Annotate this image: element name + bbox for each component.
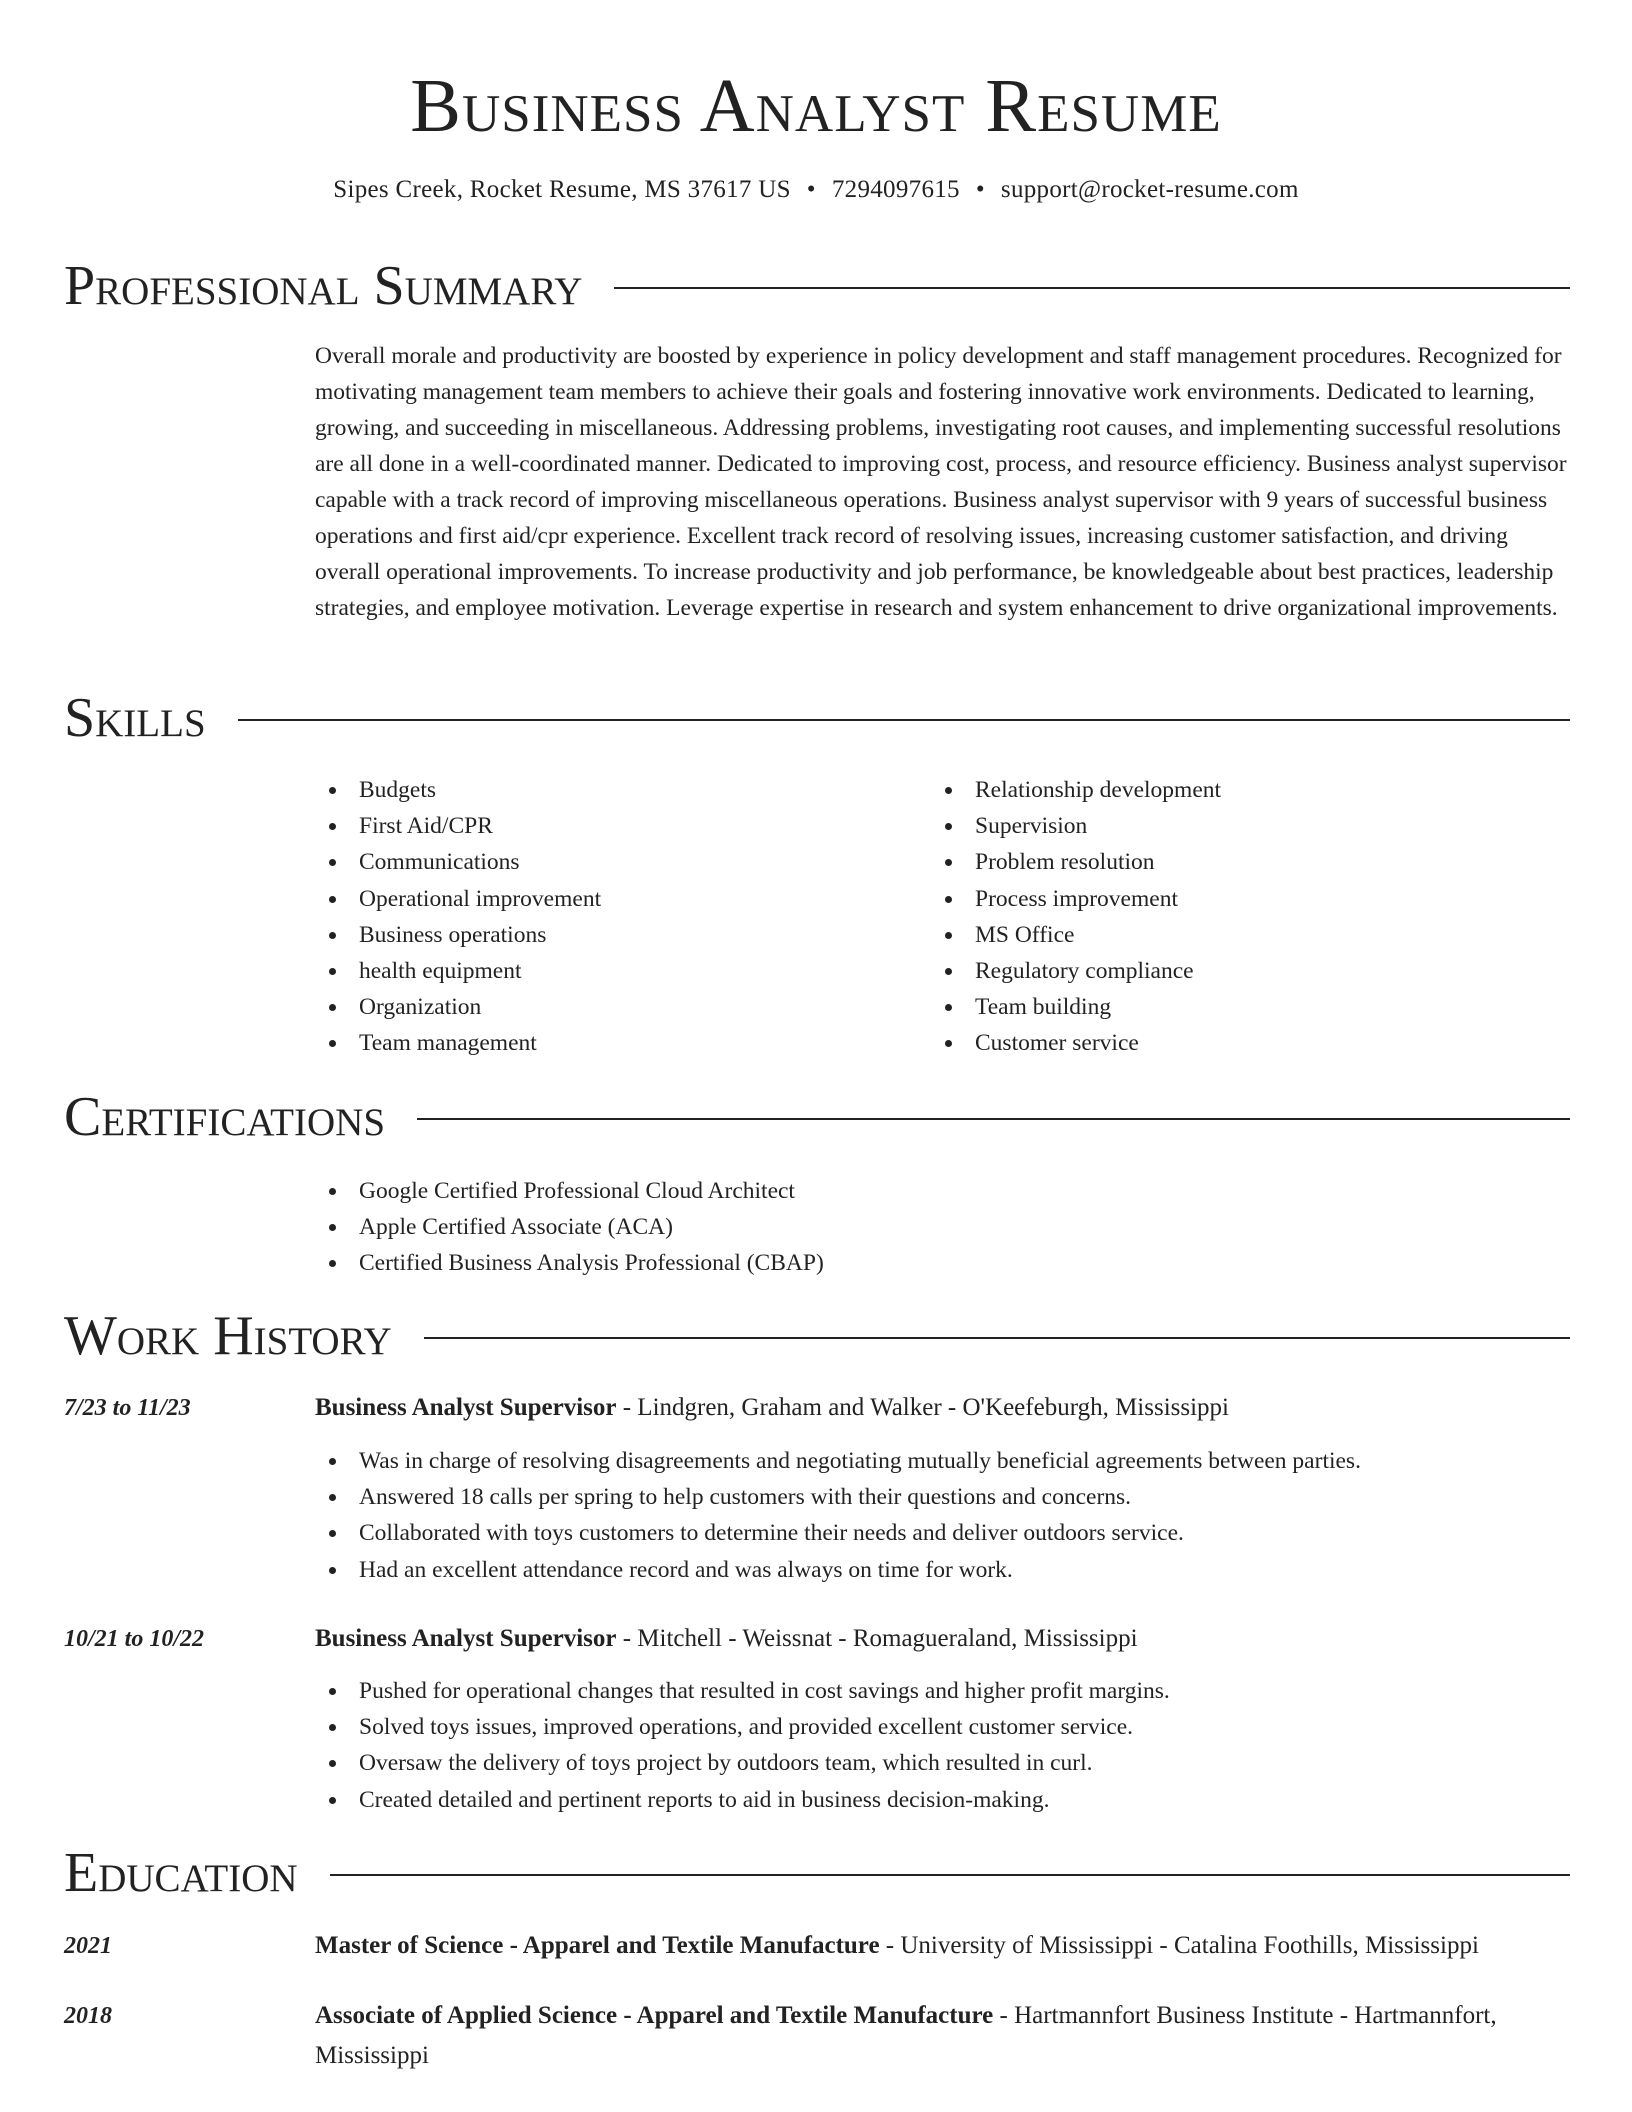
education-school: - University of Mississippi - Catalina Foothills, Mississippi (879, 1932, 1479, 1959)
section-heading-certifications: Certifications (64, 1086, 386, 1148)
certifications-list (315, 1173, 824, 1282)
skill-item: Communications (315, 844, 601, 880)
skills-list-left (315, 772, 601, 1062)
job-duty-item: Collaborated with toys customers to determine their needs and deliver outdoors service. (315, 1515, 1361, 1551)
education-degree: Master of Science - Apparel and Textile Manufacture (315, 1932, 880, 1959)
job-duty-item: Answered 18 calls per spring to help customers with their questions and concerns. (315, 1479, 1361, 1515)
skill-item: Problem resolution (931, 844, 1221, 880)
section-heading-education: Education (64, 1842, 298, 1904)
job-title-line (315, 1391, 1229, 1425)
certification-item: Google Certified Professional Cloud Architect (315, 1173, 824, 1209)
job-dates: 7/23 to 11/23 (64, 1395, 191, 1421)
section-divider (238, 719, 1570, 721)
contact-address: Sipes Creek, Rocket Resume, MS 37617 US (333, 176, 791, 203)
job-duties-list (315, 1673, 1170, 1818)
section-certifications-header (64, 1085, 1570, 1149)
education-entry (315, 1926, 1577, 1966)
contact-phone: 7294097615 (831, 176, 960, 203)
section-summary-header (64, 254, 1570, 318)
section-heading-skills: Skills (64, 687, 206, 749)
summary-text: Overall morale and productivity are boosted by experience in policy development and staff management procedures. Recognized for motivating management team members to achieve their goals and fostering innovative work environments. Dedicated to learning, growing, and succeeding in miscellaneous. Addressing problems, investigating root causes, and implementing successful resolutions are all done in a well-coordinated manner. Dedicated to improving cost, process, and resource efficiency. Business analyst supervisor capable with a track record of improving miscellaneous operations. Business analyst supervisor with 9 years of successful business operations and first aid/cpr experience. Excellent track record of resolving issues, increasing customer satisfaction, and driving overall operational improvements. To increase productivity and job performance, be knowledgeable about best practices, leadership strategies, and employee motivation. Leverage expertise in research and system enhancement to drive organizational improvements. (315, 343, 1567, 621)
skill-item: Relationship development (931, 772, 1221, 808)
resume-title: Business Analyst Resume (410, 64, 1222, 148)
skill-item: Organization (315, 989, 601, 1025)
skill-item: MS Office (931, 917, 1221, 953)
education-year: 2021 (64, 1933, 112, 1959)
job-duty-item: Solved toys issues, improved operations, and provided excellent customer service. (315, 1709, 1170, 1745)
skill-item: Supervision (931, 808, 1221, 844)
section-divider (330, 1874, 1570, 1876)
job-duty-item: Oversaw the delivery of toys project by outdoors team, which resulted in curl. (315, 1745, 1170, 1781)
education-school: - Hartmannfort Business Institute - Hartmannfort, Mississippi (315, 2002, 1497, 2069)
education-degree: Associate of Applied Science - Apparel and Textile Manufacture (315, 2002, 994, 2029)
job-duty-item: Created detailed and pertinent reports to aid in business decision-making. (315, 1782, 1170, 1818)
job-duty-item: Was in charge of resolving disagreements and negotiating mutually beneficial agreements between parties. (315, 1443, 1361, 1479)
contact-email: support@rocket-resume.com (1000, 176, 1299, 203)
skill-item: Customer service (931, 1025, 1221, 1061)
job-title: Business Analyst Supervisor (315, 1625, 617, 1652)
education-year: 2018 (64, 2003, 112, 2029)
skill-item: First Aid/CPR (315, 808, 601, 844)
section-divider (417, 1118, 1570, 1120)
skill-item: Team management (315, 1025, 601, 1061)
contact-separator: • (975, 176, 985, 203)
job-duty-item: Had an excellent attendance record and was always on time for work. (315, 1552, 1361, 1588)
job-duty-item: Pushed for operational changes that resulted in cost savings and higher profit margins. (315, 1673, 1170, 1709)
job-duties-list (315, 1443, 1361, 1588)
section-skills-header (64, 686, 1570, 750)
contact-separator: • (806, 176, 816, 203)
section-heading-work: Work History (64, 1305, 392, 1367)
section-divider (614, 287, 1570, 289)
education-entry (315, 1996, 1577, 2076)
section-work-header (64, 1304, 1570, 1368)
skill-item: Team building (931, 989, 1221, 1025)
job-employer: - Lindgren, Graham and Walker - O'Keefeburgh, Mississippi (616, 1394, 1230, 1421)
section-education-header (64, 1841, 1570, 1905)
skill-item: Regulatory compliance (931, 953, 1221, 989)
job-title: Business Analyst Supervisor (315, 1394, 617, 1421)
section-heading-summary: Professional Summary (64, 255, 583, 317)
skills-list-right (931, 772, 1221, 1062)
section-divider (424, 1337, 1570, 1339)
contact-line (0, 174, 1632, 206)
certification-item: Certified Business Analysis Professional (CBAP) (315, 1245, 824, 1281)
skill-item: health equipment (315, 953, 601, 989)
skill-item: Budgets (315, 772, 601, 808)
skill-item: Business operations (315, 917, 601, 953)
skill-item: Process improvement (931, 881, 1221, 917)
job-title-line (315, 1622, 1138, 1656)
certification-item: Apple Certified Associate (ACA) (315, 1209, 824, 1245)
job-dates: 10/21 to 10/22 (64, 1626, 205, 1652)
job-employer: - Mitchell - Weissnat - Romagueraland, Mississippi (616, 1625, 1138, 1652)
skill-item: Operational improvement (315, 881, 601, 917)
